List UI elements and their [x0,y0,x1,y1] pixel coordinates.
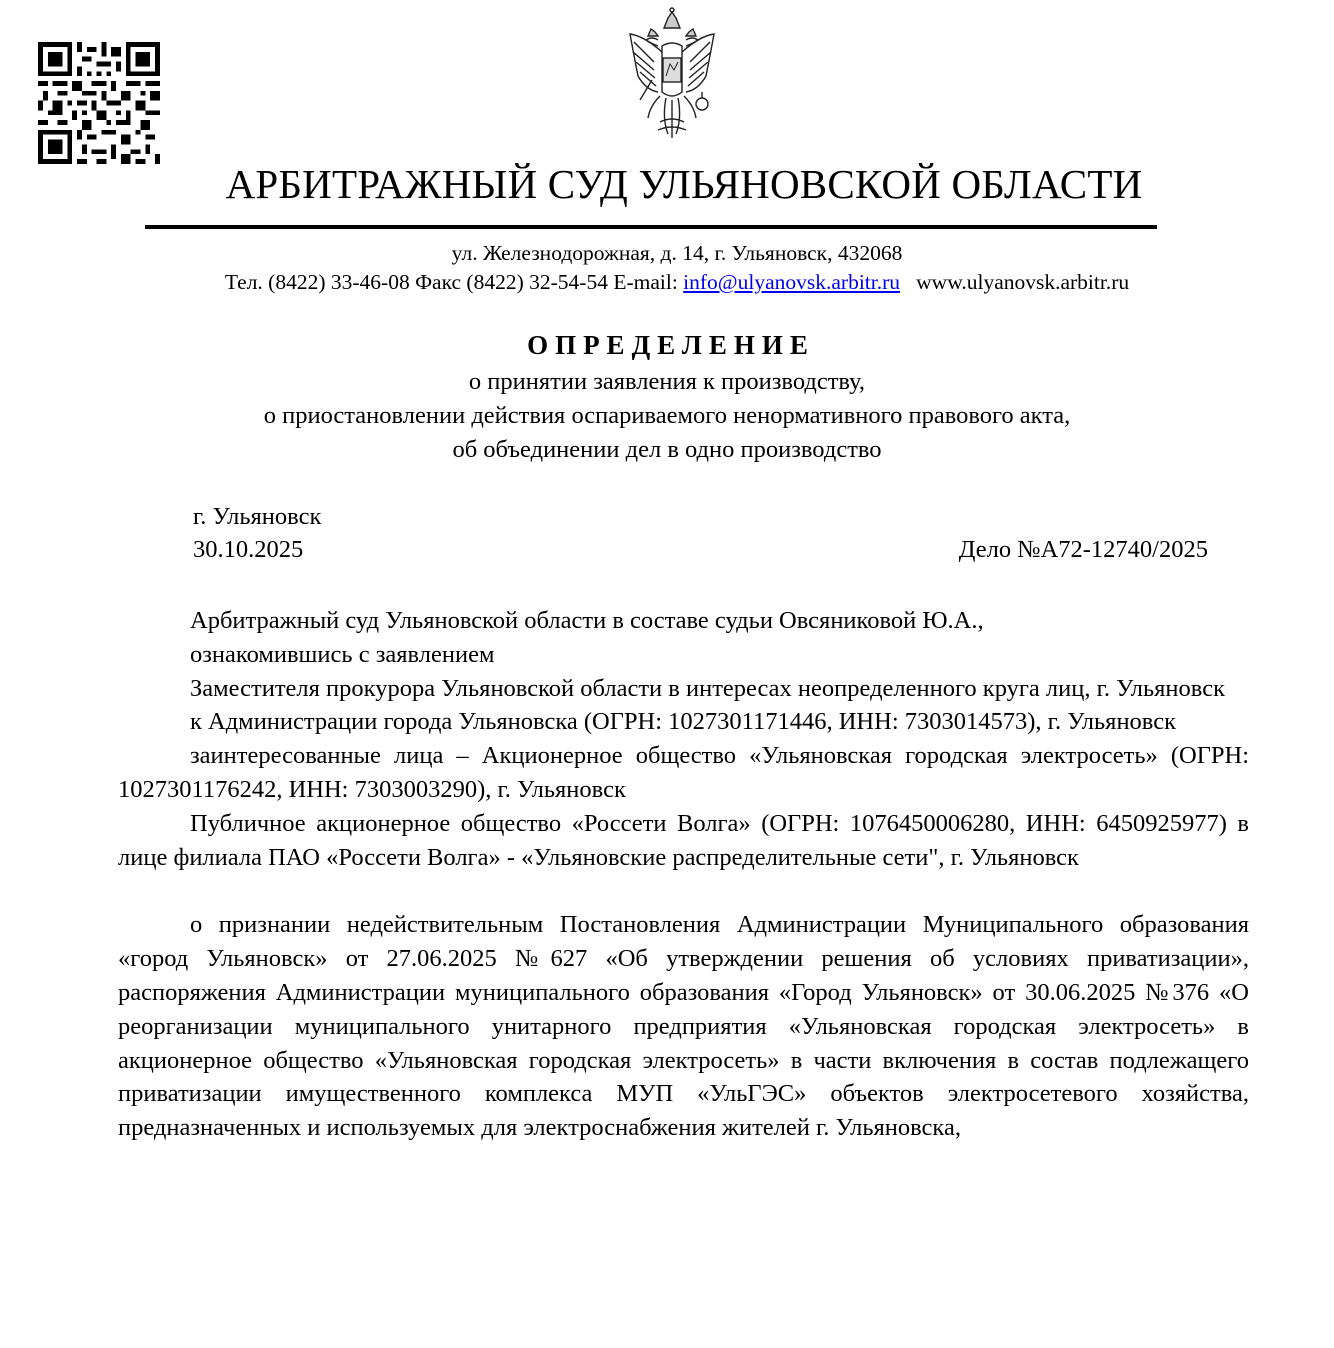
document-body [118,604,1249,1145]
subtitle-line: об объединении дел в одно производство [452,436,882,463]
website-text: www.ulyanovsk.arbitr.ru [916,270,1130,294]
coat-of-arms-icon [618,6,726,146]
court-name: АРБИТРАЖНЫЙ СУД УЛЬЯНОВСКОЙ ОБЛАСТИ [225,161,1143,207]
document-place: г. Ульяновск [193,503,322,530]
body-paragraph: ознакомившись с заявлением [190,640,495,668]
document-title: ОПРЕДЕЛЕНИЕ [527,330,815,360]
email-link[interactable]: info@ulyanovsk.arbitr.ru [683,270,901,294]
body-paragraph: о признании недействительным Постановления Администрации Муниципального образования «город Ульяновск» от 27.06.2025 №627 «Об утверждении решения об условиях приватизации», распоряжения Администрации муниципального образования «Город Ульяновск» от 30.06.2025 №376 «О реорганизации муниципального унитарного предприятия «Ульяновская городская электросеть» в акционерное общество «Ульяновская городская электросеть» в части включения в состав подлежащего приватизации имущественного комплекса МУП «УльГЭС» объектов электросетевого хозяйства, предназначенных и используемых для электроснабжения жителей г. Ульяновска, [118,911,1249,1142]
body-paragraph: Публичное акционерное общество «Россети Волга» (ОГРН: 1076450006280, ИНН: 6450925977) в лице филиала ПАО «Россети Волга» - «Ульяновские распределительные сети", г. Ульяновск [118,809,1249,871]
contacts-phone-fax: Тел. (8422) 33-46-08 Факс (8422) 32-54-54 E-mail: [224,270,684,294]
header-divider [145,225,1157,229]
paragraph-spacer [118,874,1249,908]
court-address: ул. Железнодорожная, д. 14, г. Ульяновск, 432068 [451,241,903,265]
body-paragraph: Арбитражный суд Ульяновской области в составе судьи Овсяниковой Ю.А., [190,607,984,634]
body-paragraph: к Администрации города Ульяновска (ОГРН: 1027301171446, ИНН: 7303014573), г. Ульяновск [190,708,1177,736]
body-paragraph: Заместителя прокурора Ульяновской области в интересах неопределенного круга лиц, г. Ульяновск [190,674,1225,702]
document-date: 30.10.2025 [193,536,304,563]
body-paragraph: заинтересованные лица – Акционерное общество «Ульяновская городская электросеть» (ОГРН: 1027301176242, ИНН: 7303003290), г. Ульяновск [118,742,1249,803]
case-number: Дело №А72-12740/2025 [958,536,1208,563]
qr-code-icon [38,42,160,164]
court-contacts [0,270,1334,295]
subtitle-line: о приостановлении действия оспариваемого ненормативного правового акта, [263,402,1071,429]
subtitle-line: о принятии заявления к производству, [468,368,866,395]
